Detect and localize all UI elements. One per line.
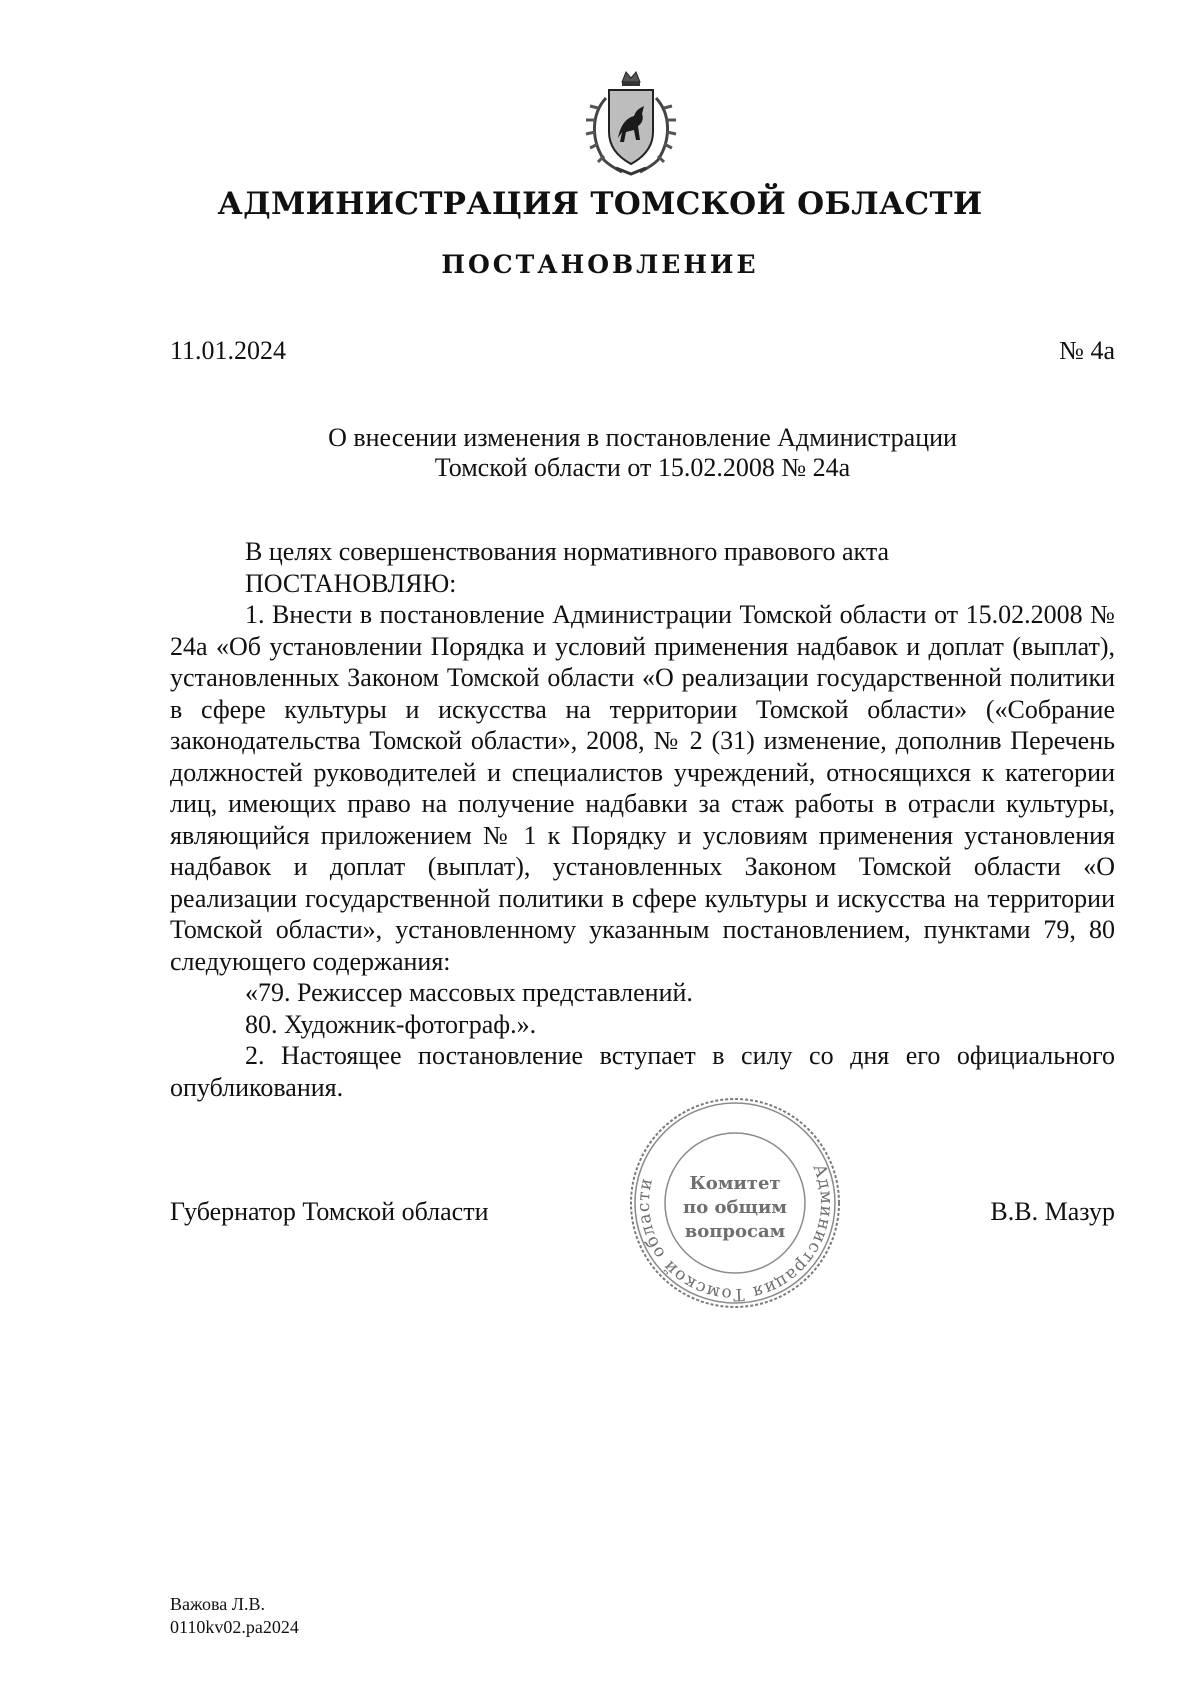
signatory-name: В.В. Мазур — [990, 1197, 1115, 1226]
document-number: № 4а — [1059, 336, 1115, 365]
item-2-paragraph: 2. Настоящее постановление вступает в силу со дня его официального опубликования. — [170, 1041, 1115, 1102]
subject-line-1: О внесении изменения в постановление Администрации — [328, 423, 957, 452]
stamp-line-1: Комитет — [689, 1173, 781, 1194]
decree-word: ПОСТАНОВЛЯЮ: — [245, 568, 457, 598]
document-subject — [170, 423, 1115, 483]
document-type-title: ПОСТАНОВЛЕНИЕ — [441, 250, 759, 279]
stamp-line-3: вопросам — [684, 1221, 786, 1242]
document-footer — [170, 1593, 299, 1639]
file-code: 0110kv02.pa2024 — [170, 1617, 299, 1637]
item-80-paragraph: 80. Художник-фотограф.». — [245, 1009, 537, 1039]
document-date: 11.01.2024 — [170, 336, 287, 365]
signatory-position: Губернатор Томской области — [170, 1197, 489, 1226]
stamp-outer-text: Администрация Томской области — [633, 1161, 837, 1305]
purpose-paragraph: В целях совершенствования нормативного правового акта — [245, 537, 890, 566]
item-79-paragraph: «79. Режиссер массовых представлений. — [245, 978, 693, 1007]
organization-title: АДМИНИСТРАЦИЯ ТОМСКОЙ ОБЛАСТИ — [217, 186, 983, 222]
executor-name: Важова Л.В. — [170, 1594, 265, 1614]
coat-of-arms-emblem — [578, 68, 684, 180]
subject-line-2: Томской области от 15.02.2008 № 24а — [434, 453, 851, 482]
official-stamp — [625, 1093, 845, 1313]
item-1-paragraph: 1. Внести в постановление Администрации Томской области от 15.02.2008 № 24а «Об установлении Порядка и условий применения надбавок и доплат (выплат), установленных Законом Томской области «О реализации государственной политики в сфере культуры и искусства на территории Томской области» («Собрание законодательства Томской области», 2008, № 2 (31) изменение, дополнив Перечень должностей руководителей и специалистов учреждений, относящихся к категории лиц, имеющих право на получение надбавки за стаж работы в отрасли культуры, являющийся приложением № 1 к Порядку и условиям применения установления надбавок и доплат (выплат), установленных Законом Томской области «О реализации государственной политики в сфере культуры и искусства на территории Томской области», установленному указанным постановлением, пунктами 79, 80 следующего содержания: — [170, 600, 1115, 976]
document-body — [170, 536, 1115, 1103]
stamp-line-2: по общим — [683, 1197, 787, 1218]
